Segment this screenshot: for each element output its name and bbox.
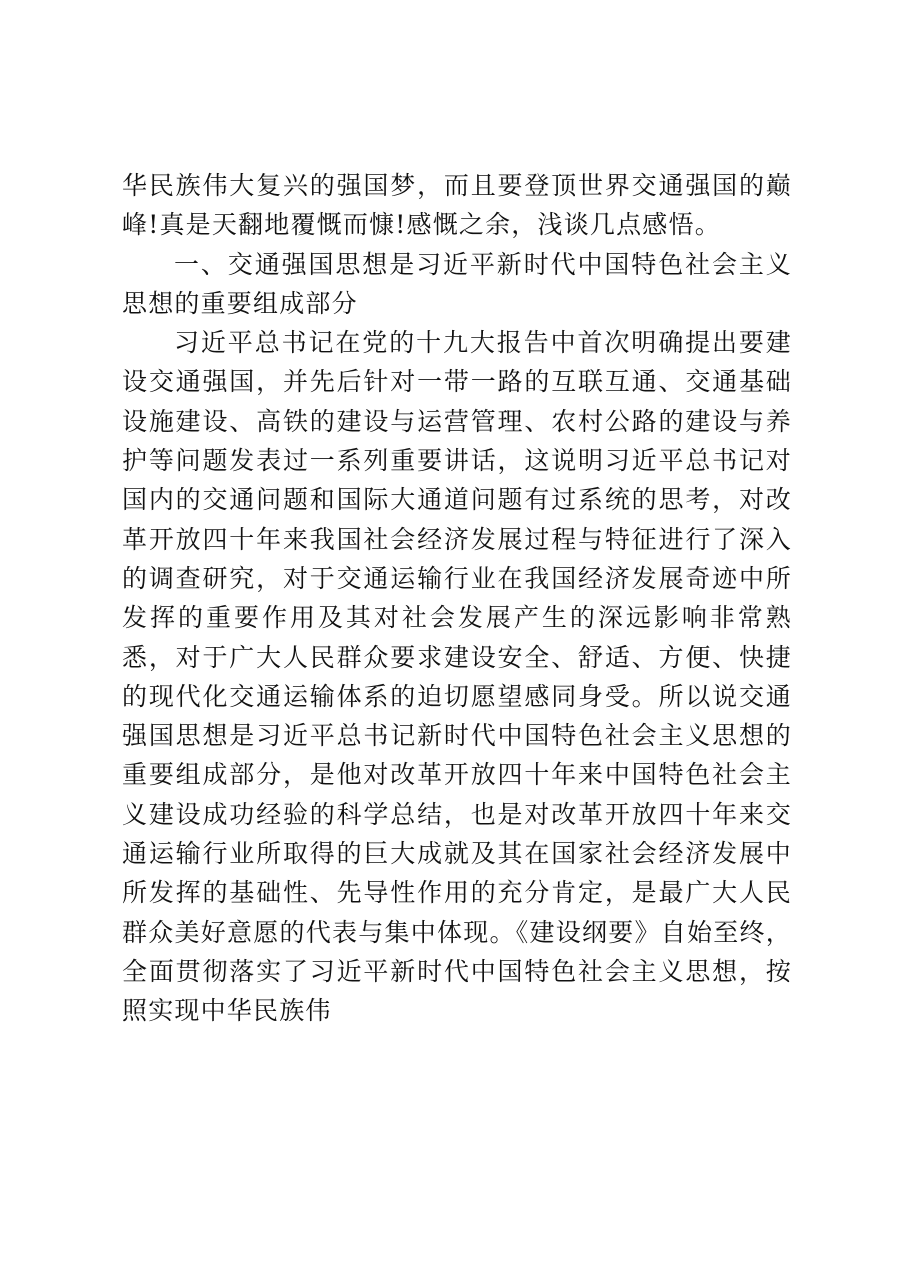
paragraph-body: 习近平总书记在党的十九大报告中首次明确提出要建设交通强国，并先后针对一带一路的互联互通、交通基础设施建设、高铁的建设与运营管理、农村公路的建设与养护等问题发表过一系列重要讲话，这说明习近平总书记对国内的交通问题和国际大通道问题有过系统的思考，对改革开放四十年来我国社会经济发展过程与特征进行了深入的调查研究，对于交通运输行业在我国经济发展奇迹中所发挥的重要作用及其对社会发展产生的深远影响非常熟悉，对于广大人民群众要求建设安全、舒适、方便、快捷的现代化交通运输体系的迫切愿望感同身受。所以说交通强国思想是习近平总书记新时代中国特色社会主义思想的重要组成部分，是他对改革开放四十年来中国特色社会主义建设成功经验的科学总结，也是对改革开放四十年来交通运输行业所取得的巨大成就及其在国家社会经济发展中所发挥的基础性、先导性作用的充分肯定，是最广大人民群众美好意愿的代表与集中体现。《建设纲要》自始至终，全面贯彻落实了习近平新时代中国特色社会主义思想，按照实现中华民族伟 — [122, 328, 792, 1026]
document-body — [122, 166, 792, 1031]
section-heading: 一、交通强国思想是习近平新时代中国特色社会主义思想的重要组成部分 — [122, 249, 792, 318]
paragraph-continuation: 华民族伟大复兴的强国梦，而且要登顶世界交通强国的巅峰!真是天翻地覆慨而慷!感慨之余，浅谈几点感悟。 — [122, 171, 792, 240]
